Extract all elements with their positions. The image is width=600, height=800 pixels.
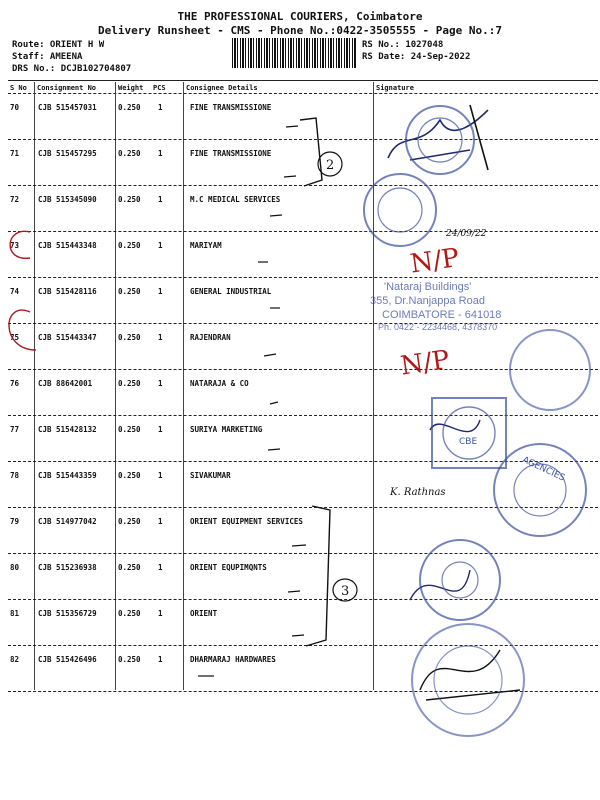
- round-stamp-inner: [442, 562, 478, 598]
- row-sno: 74: [10, 287, 20, 296]
- row-sno: 70: [10, 103, 20, 112]
- col-sno: S No: [10, 84, 27, 92]
- medical-services-stamp: [364, 174, 436, 246]
- handwritten-2: 2: [326, 158, 335, 173]
- large-round-stamp: [412, 624, 524, 736]
- row-weight: 0.250: [118, 563, 141, 572]
- row-weight: 0.250: [118, 195, 141, 204]
- row-sno: 71: [10, 149, 20, 158]
- row-pcs: 1: [158, 379, 163, 388]
- row-consignment-no: CJB 514977042: [38, 517, 97, 526]
- row-consignee: ORIENT EQUPIMQNTS: [190, 563, 267, 572]
- row-consignment-no: CJB 515428132: [38, 425, 97, 434]
- row-sno: 81: [10, 609, 20, 618]
- col-signature: Signature: [376, 84, 414, 92]
- row-consignee: FINE TRANSMISSIONE: [190, 149, 272, 158]
- row-pcs: 1: [158, 333, 163, 342]
- row-pcs: 1: [158, 517, 163, 526]
- svg-text:'Nataraj Buildings': 'Nataraj Buildings': [384, 281, 472, 293]
- red-circle-mark: [10, 231, 30, 258]
- bracket-mark: [300, 118, 322, 186]
- tick-marks: [198, 126, 306, 676]
- signature-stroke: [470, 105, 488, 170]
- large-round-stamp-inner: [434, 646, 502, 714]
- row-consignee: SURIYA MARKETING: [190, 425, 263, 434]
- company-title: THE PROFESSIONAL COURIERS, Coimbatore: [177, 10, 423, 23]
- row-consignee: RAJENDRAN: [190, 333, 231, 342]
- staff-label: Staff: AMEENA: [12, 52, 83, 62]
- row-pcs: 1: [158, 425, 163, 434]
- date-signature: 24/09/22: [446, 229, 487, 239]
- row-consignee: GENERAL INDUSTRIAL: [190, 287, 272, 296]
- rs-number: RS No.: 1027048: [362, 40, 444, 50]
- row-sno: 73: [10, 241, 20, 250]
- row-consignment-no: CJB 515457295: [38, 149, 97, 158]
- row-pcs: 1: [158, 195, 163, 204]
- row-consignment-no: CJB 515428116: [38, 287, 97, 296]
- row-consignment-no: CJB 515426496: [38, 655, 97, 664]
- row-consignee: ORIENT EQUIPMENT SERVICES: [190, 517, 303, 526]
- stamp-text: AGENCIES: [520, 455, 567, 484]
- row-weight: 0.250: [118, 333, 141, 342]
- row-consignee: DHARMARAJ HARDWARES: [190, 655, 276, 664]
- bracket-mark: [306, 506, 330, 646]
- signature-row78: K. Rathnas: [390, 487, 446, 498]
- row-consignee: MARIYAM: [190, 241, 222, 250]
- row-sno: 75: [10, 333, 20, 342]
- row-sno: 79: [10, 517, 20, 526]
- stamp-text: CBE: [459, 437, 478, 447]
- row-consignment-no: CJB 515443348: [38, 241, 97, 250]
- row-consignment-no: CJB 515356729: [38, 609, 97, 618]
- round-stamp: [420, 540, 500, 620]
- row-pcs: 1: [158, 149, 163, 158]
- rs-date: RS Date: 24-Sep-2022: [362, 52, 471, 62]
- row-pcs: 1: [158, 241, 163, 250]
- svg-text:Ph. 0422 - 2234468, 4378370: Ph. 0422 - 2234468, 4378370: [378, 322, 498, 332]
- svg-text:355, Dr.Nanjappa Road: 355, Dr.Nanjappa Road: [370, 295, 485, 307]
- agencies-stamp: [494, 444, 586, 536]
- row-weight: 0.250: [118, 517, 141, 526]
- svg-text:COIMBATORE - 641018: COIMBATORE - 641018: [382, 309, 502, 321]
- row-weight: 0.250: [118, 609, 141, 618]
- row-weight: 0.250: [118, 425, 141, 434]
- signature-scribble: [410, 570, 470, 600]
- round-stamp: [510, 330, 590, 410]
- route-label: Route: ORIENT H W: [12, 40, 105, 50]
- handwritten-3: 3: [341, 584, 350, 599]
- row-consignment-no: CJB 515345090: [38, 195, 97, 204]
- col-pcs: PCS: [153, 84, 166, 92]
- row-sno: 78: [10, 471, 20, 480]
- row-weight: 0.250: [118, 287, 141, 296]
- company-stamp: [406, 106, 474, 174]
- row-weight: 0.250: [118, 655, 141, 664]
- row-weight: 0.250: [118, 103, 141, 112]
- row-consignment-no: CJB 515443359: [38, 471, 97, 480]
- row-pcs: 1: [158, 287, 163, 296]
- nataraj-address-stamp: [370, 281, 501, 332]
- row-consignee: NATARAJA & CO: [190, 379, 249, 388]
- row-weight: 0.250: [118, 149, 141, 158]
- row-weight: 0.250: [118, 471, 141, 480]
- row-consignee: SIVAKUMAR: [190, 471, 231, 480]
- row-weight: 0.250: [118, 241, 141, 250]
- row-sno: 72: [10, 195, 20, 204]
- row-pcs: 1: [158, 609, 163, 618]
- row-consignment-no: CJB 515236938: [38, 563, 97, 572]
- row-pcs: 1: [158, 103, 163, 112]
- runsheet-title: Delivery Runsheet - CMS - Phone No.:0422-3505555 - Page No.:7: [98, 24, 502, 37]
- col-consignment: Consignment No: [37, 84, 97, 92]
- square-stamp-ring: [443, 407, 495, 459]
- np-mark-75: N/P: [398, 345, 452, 382]
- row-sno: 76: [10, 379, 20, 388]
- row-consignment-no: CJB 515457031: [38, 103, 97, 112]
- col-consignee: Consignee Details: [186, 84, 258, 92]
- row-consignee: FINE TRANSMISSIONE: [190, 103, 272, 112]
- np-mark-73: N/P: [408, 243, 462, 280]
- row-pcs: 1: [158, 655, 163, 664]
- row-consignee: ORIENT: [190, 609, 218, 618]
- row-consignment-no: CJB 88642001: [38, 379, 93, 388]
- medical-services-stamp-inner: [378, 188, 422, 232]
- row-consignment-no: CJB 515443347: [38, 333, 97, 342]
- col-weight: Weight: [118, 84, 144, 92]
- signature-scribble: [420, 650, 520, 700]
- row-sno: 77: [10, 425, 20, 434]
- row-pcs: 1: [158, 563, 163, 572]
- row-consignee: M.C MEDICAL SERVICES: [190, 195, 281, 204]
- row-sno: 80: [10, 563, 20, 572]
- signature-scribble: [430, 420, 480, 432]
- red-circle-mark: [9, 310, 36, 350]
- row-sno: 82: [10, 655, 20, 664]
- row-pcs: 1: [158, 471, 163, 480]
- drs-number: DRS No.: DCJB102704807: [12, 64, 132, 74]
- row-weight: 0.250: [118, 379, 141, 388]
